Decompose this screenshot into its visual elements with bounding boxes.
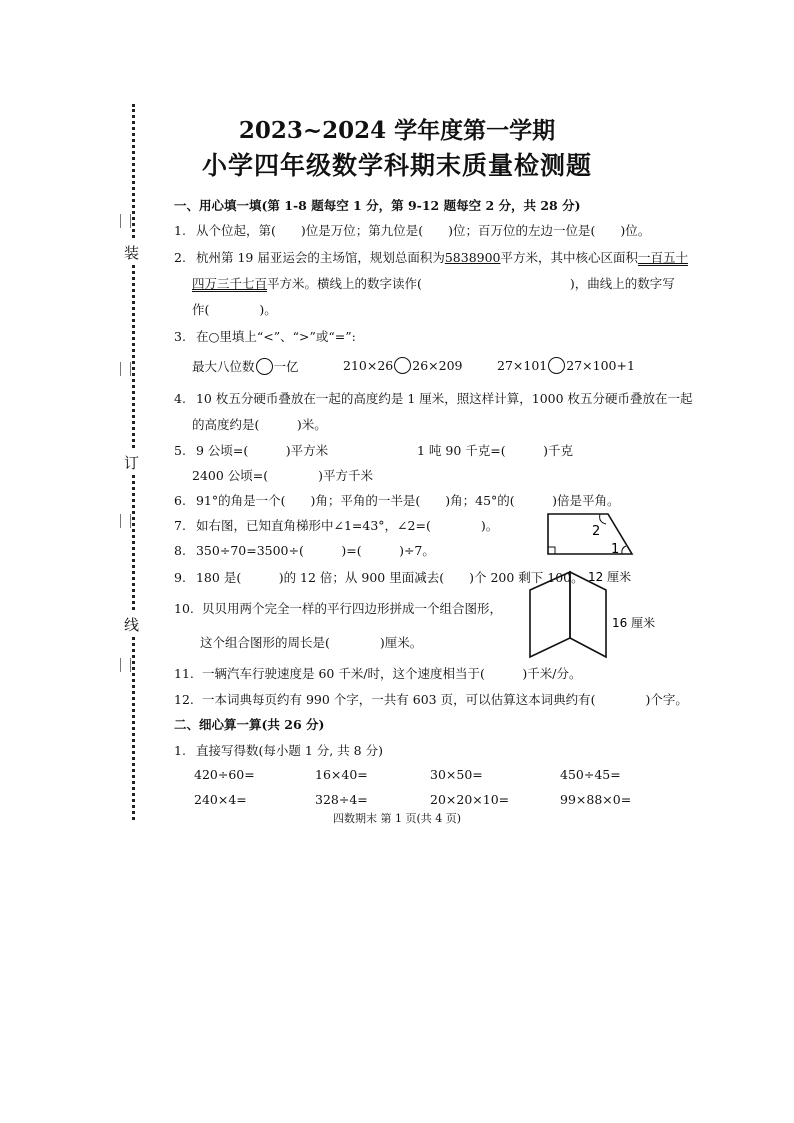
question-number: 7. [174,518,186,533]
calc-item: 30×50= [430,767,483,782]
binding-char-zhuang: 装 [124,240,139,265]
question-text: 如右图，已知直角梯形中∠1=43°，∠2=( )。 [195,518,499,533]
calc-item: 328÷4= [315,792,368,807]
question-number: 10. [174,601,194,616]
question-3-compare-3 [497,357,635,374]
question-10-line-2: 这个组合图形的周长是( )厘米。 [200,635,423,650]
question-text: 350÷70=3500÷( )=( )÷7。 [195,543,435,558]
question-text: 杭州第 19 届亚运会的主场馆，规划总面积为 [195,250,445,265]
compare-circle[interactable] [394,357,411,374]
question-number: 1. [174,743,186,758]
question-7 [174,516,498,534]
question-text: 从个位起，第( )位是万位；第九位是( )位；百万位的左边一位是( )位。 [195,223,651,238]
question-11 [174,664,582,682]
question-5 [174,441,328,459]
compare-right: 一亿 [273,359,299,374]
question-text: 贝贝用两个完全一样的平行四边形拼成一个组合图形， [201,601,502,616]
question-text: 91°的角是一个( )角；平角的一半是( )角；45°的( )倍是平角。 [195,493,620,508]
question-text: 在○里填上“<”、“>”或“=”: [195,329,356,344]
question-3-compare-1 [192,357,299,375]
wavy-underlined-number: 一百五十 [638,250,689,265]
question-3 [174,327,356,345]
compare-left: 210×26 [343,358,394,373]
question-6 [174,491,620,509]
question-number: 12. [174,692,194,707]
calc-item: 420÷60= [194,767,255,782]
question-text: 平方米。横线上的数字读作( [267,276,422,291]
compare-left: 最大八位数 [192,359,255,374]
binding-char-ding: 订 [124,450,139,475]
question-number: 8. [174,543,186,558]
question-2-line-3: 作( )。 [192,302,277,317]
question-5-part-b: 1 吨 90 千克=( )千克 [417,443,574,458]
question-text: 9 公顷=( )平方米 [195,443,329,458]
question-1 [174,221,650,239]
question-number: 6. [174,493,186,508]
question-8 [174,541,435,559]
question-text: 10 枚五分硬币叠放在一起的高度约是 1 厘米，照这样计算，1000 枚五分硬币叠放在一起 [195,391,693,406]
question-text: 一本词典每页约有 990 个字，一共有 603 页，可以估算这本词典约有( )个字。 [201,692,688,707]
question-text: 一辆汽车行驶速度是 60 千米/时，这个速度相当于( )千米/分。 [201,666,582,681]
binding-char-xian: 线 [124,612,139,637]
section-1-heading: 一、用心填一填(第 1-8 题每空 1 分，第 9-12 题每空 2 分，共 28 分) [174,198,581,213]
question-12 [174,690,688,708]
calc-item: 20×20×10= [430,792,510,807]
compare-circle[interactable] [256,358,273,375]
question-number: 4. [174,391,186,406]
question-number: 3. [174,329,186,344]
calc-item: 99×88×0= [560,792,632,807]
calc-item: 240×4= [194,792,247,807]
question-number: 11. [174,666,194,681]
binding-mark [120,214,131,228]
underlined-number: 5838900 [444,250,501,265]
section-2-question-1 [174,741,383,759]
side-length-label: 16 厘米 [612,616,656,630]
binding-mark [120,658,131,672]
angle-1-label: 1 [611,542,620,557]
question-number: 2. [174,250,186,265]
section-2-heading: 二、细心算一算(共 26 分) [174,717,325,732]
question-number: 9. [174,570,186,585]
calc-item: 450÷45= [560,767,621,782]
trapezoid-figure [540,510,640,560]
binding-mark [120,362,131,376]
calc-item: 16×40= [315,767,368,782]
compare-right: 27×100+1 [566,358,635,373]
page-footer: 四数期末 第 1 页(共 4 页) [332,812,462,825]
wavy-underlined-number: 四万三千七百 [192,276,268,291]
question-number: 1. [174,223,186,238]
question-10-line-1 [174,599,502,617]
question-number: 5. [174,443,186,458]
exam-title-year: 2023~2024 学年度第一学期 [238,117,556,144]
parallelogram-figure [520,565,660,675]
top-length-label: 12 厘米 [588,570,632,584]
angle-2-label: 2 [592,524,601,539]
question-4-line-1 [174,389,693,407]
question-2-line-2 [192,274,675,292]
question-text: 直接写得数(每小题 1 分, 共 8 分) [195,743,383,758]
exam-title: 小学四年级数学科期末质量检测题 [201,151,592,180]
question-5-part-c: 2400 公顷=( )平方千米 [192,468,374,483]
question-text: )，曲线上的数字写 [569,276,675,291]
question-text: 平方米，其中核心区面积 [500,250,639,265]
question-text: 180 是( )的 12 倍；从 900 里面减去( )个 200 剩下 100。 [195,570,584,585]
binding-mark [120,514,131,528]
compare-right: 26×209 [412,358,463,373]
question-2-line-1 [174,248,688,266]
compare-left: 27×101 [497,358,548,373]
question-4-line-2: 的高度约是( )米。 [192,417,327,432]
compare-circle[interactable] [548,357,565,374]
question-3-compare-2 [343,357,463,374]
